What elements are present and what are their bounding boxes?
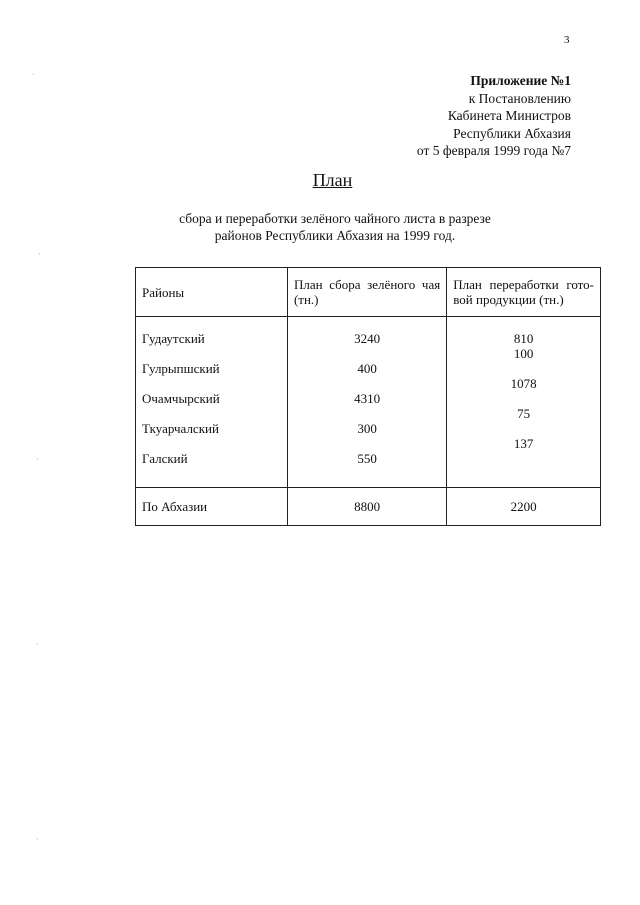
header-districts: Районы [136,268,288,317]
header-processing [447,268,601,317]
appendix-line: Кабинета Министров [447,108,571,123]
document-subtitle [0,210,640,244]
collection-value: 3240 [354,331,381,346]
total-processing: 2200 [447,488,601,526]
appendix-line: к Постановлению [468,90,571,106]
processing-value: 1078 [510,376,537,391]
collection-column [287,317,446,488]
district-name: Ткуарчалский [142,421,219,436]
appendix-title: Приложение №1 [470,73,571,88]
processing-column [447,317,601,488]
total-collection: 8800 [287,488,446,526]
appendix-block [417,72,571,160]
scan-speck: · [36,455,39,464]
header-collection-line: План сбора зелёного чая [293,277,441,292]
collection-value: 4310 [354,391,381,406]
district-name: Гулрыпшский [142,361,220,376]
page-number: 3 [564,34,570,46]
plan-table [135,267,601,526]
district-name: Очамчырский [142,391,220,406]
districts-column [136,317,288,488]
total-label: По Абхазии [136,488,288,526]
processing-value: 810 [513,331,534,346]
header-collection [287,268,446,317]
processing-value: 137 [513,436,534,451]
appendix-line: от 5 февраля 1999 года №7 [416,143,571,158]
subtitle-line: районов Республики Абхазия на 1999 год. [214,228,456,243]
document-title [0,170,640,191]
header-collection-line: (тн.) [293,292,319,307]
appendix-line: Республики Абхазия [453,125,571,141]
subtitle-line: сбора и переработки зелёного чайного листа в разрезе [179,211,491,226]
district-name: Гудаутский [142,331,205,346]
collection-value: 550 [357,451,377,466]
collection-value: 300 [357,421,377,436]
district-name: Галский [142,451,188,466]
header-processing-line: вой продукции (тн.) [453,292,564,307]
scan-speck: · [36,640,39,649]
table-header-row [136,268,601,317]
title-text: План [312,170,353,190]
scan-speck: · [38,250,41,259]
scan-speck: · [32,70,35,79]
scan-speck: · [36,835,39,844]
processing-value: 100 [513,346,534,361]
processing-value: 75 [517,406,531,421]
collection-value: 400 [357,361,377,376]
table-body-row [136,317,601,488]
table-total-row [136,488,601,526]
header-processing-line: План переработки гото- [453,277,594,292]
